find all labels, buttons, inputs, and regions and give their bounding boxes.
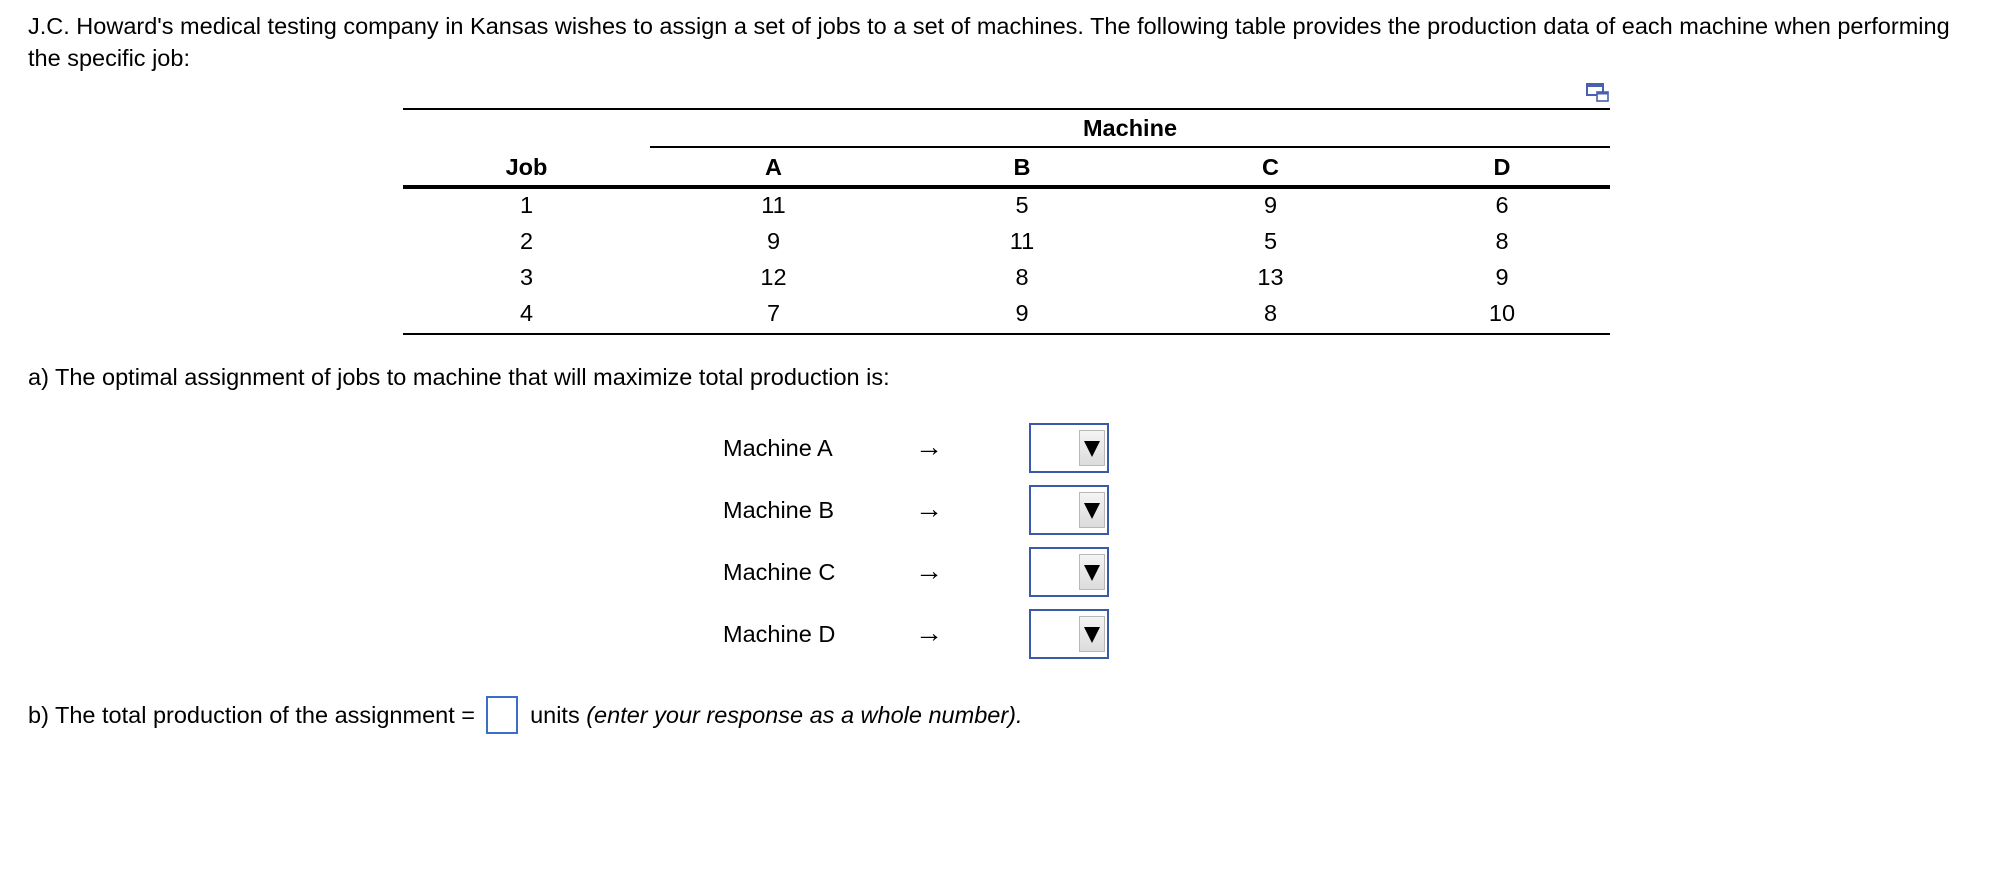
right-arrow-icon: → [915, 617, 943, 648]
table-cell: 10 [1488, 300, 1516, 326]
table-bottom-rule [403, 333, 1610, 335]
total-production-input[interactable] [486, 696, 518, 734]
table-cell: 13 [1257, 264, 1284, 290]
units-label: units [530, 702, 580, 728]
job-column-header: Job [505, 154, 548, 180]
machine-group-header: Machine [1082, 115, 1178, 141]
table-cell: 8 [1495, 228, 1509, 254]
table-cell: 9 [766, 228, 781, 254]
column-header-b: B [1013, 154, 1031, 180]
table-cell: 5 [1263, 228, 1278, 254]
assignment-label: Machine C [723, 559, 836, 585]
part-b-line [28, 697, 1023, 736]
table-cell: 12 [760, 264, 787, 290]
table-cell: 11 [761, 192, 786, 218]
table-cell: 9 [1263, 192, 1278, 218]
assignment-label: Machine D [723, 621, 836, 647]
chevron-down-icon[interactable] [1079, 492, 1105, 528]
job-select-machine-c[interactable] [1029, 547, 1109, 597]
chevron-down-icon[interactable] [1079, 430, 1105, 466]
right-arrow-icon: → [915, 555, 943, 586]
assignment-label: Machine B [723, 497, 835, 523]
table-cell-job: 2 [519, 228, 534, 254]
part-b-prompt: b) The total production of the assignment = [28, 702, 475, 728]
table-cell-job: 3 [519, 264, 534, 290]
job-select-machine-d[interactable] [1029, 609, 1109, 659]
chevron-down-icon[interactable] [1079, 616, 1105, 652]
table-cell: 11 [1009, 228, 1035, 254]
column-header-c: C [1262, 154, 1279, 180]
header-bottom-rule [403, 185, 1610, 189]
table-cell: 8 [1263, 300, 1278, 326]
table-cell: 5 [1015, 192, 1029, 218]
right-arrow-icon: → [915, 493, 943, 524]
table-cell: 8 [1015, 264, 1029, 290]
response-hint: (enter your response as a whole number). [586, 702, 1023, 728]
job-select-machine-a[interactable] [1029, 423, 1109, 473]
column-header-d: D [1493, 154, 1511, 180]
problem-statement: J.C. Howard's medical testing company in Kansas wishes to assign a set of jobs to a set of machines. The following table provides the production data of each machine when performing the specific job: [28, 13, 1950, 71]
job-select-machine-b[interactable] [1029, 485, 1109, 535]
table-cell-job: 4 [519, 300, 534, 326]
chevron-down-icon[interactable] [1079, 554, 1105, 590]
table-cell: 7 [766, 300, 781, 326]
assignment-label: Machine A [723, 435, 833, 461]
part-a-prompt: a) The optimal assignment of jobs to machine that will maximize total production is: [28, 364, 890, 390]
machine-header-rule [650, 146, 1610, 148]
table-cell-job: 1 [519, 192, 534, 218]
expand-table-icon[interactable] [1585, 81, 1611, 105]
right-arrow-icon: → [915, 431, 943, 462]
table-top-rule [403, 108, 1610, 110]
column-header-a: A [765, 154, 782, 180]
table-cell: 9 [1495, 264, 1509, 290]
table-cell: 9 [1015, 300, 1029, 326]
table-cell: 6 [1495, 192, 1509, 218]
